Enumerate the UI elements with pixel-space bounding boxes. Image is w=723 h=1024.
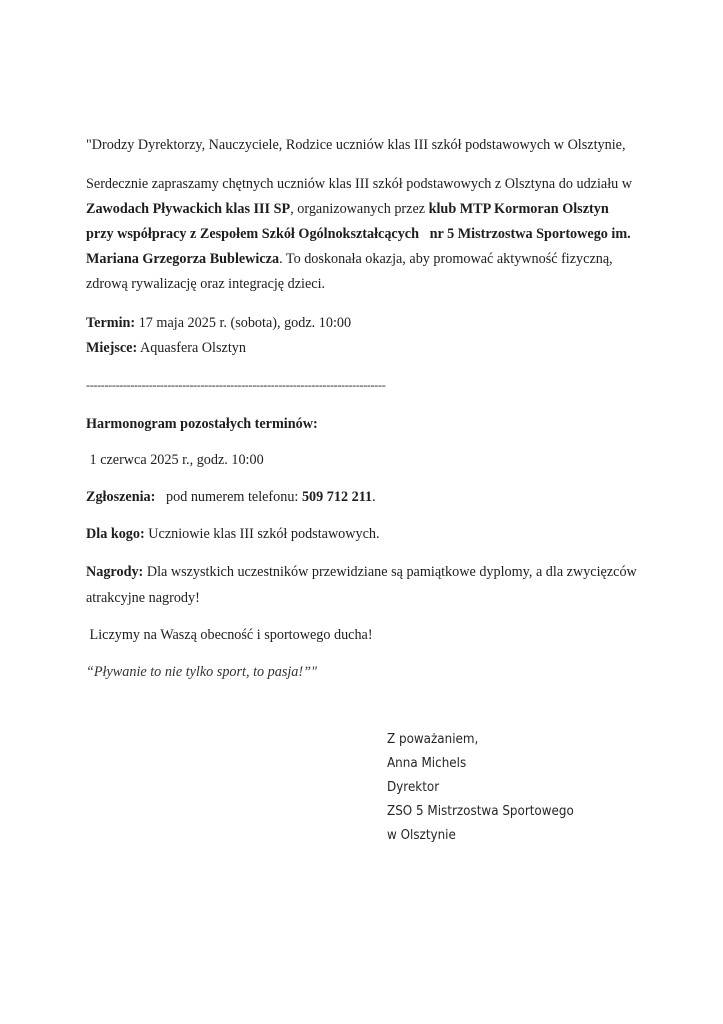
intro-text-2: , organizowanych przez bbox=[290, 201, 429, 217]
registration-phone: 509 712 211 bbox=[301, 489, 373, 505]
patron-name: Mariana Grzegorza Bublewicza bbox=[86, 251, 280, 267]
signature-city bbox=[387, 827, 462, 844]
divider: --------------------------------------------------------------------------------- bbox=[86, 378, 386, 392]
intro-gap bbox=[419, 226, 430, 242]
registration-text: pod numerem telefonu: bbox=[155, 489, 302, 505]
signer-role: Dyrektor bbox=[387, 780, 440, 795]
place-label: Miejsce: bbox=[86, 340, 138, 356]
prizes-value: Dla wszystkich uczestników przewidziane są pamiątkowe dyplomy, a dla zwycięzców bbox=[143, 564, 637, 580]
intro-line-4 bbox=[86, 250, 613, 268]
place-value: Aquasfera Olsztyn bbox=[137, 340, 246, 356]
signer-city: w Olsztynie bbox=[387, 828, 456, 843]
schedule-heading: Harmonogram pozostałych terminów: bbox=[86, 416, 318, 432]
event-name: Zawodach Pływackich klas III SP bbox=[86, 201, 291, 217]
partner-school-number: nr 5 Mistrzostwa Sportowego im. bbox=[429, 226, 631, 242]
salutation-text: Z poważaniem, bbox=[387, 732, 479, 747]
greeting-line bbox=[86, 136, 626, 154]
term-value: 17 maja 2025 r. (sobota), godz. 10:00 bbox=[135, 315, 352, 331]
greeting: "Drodzy Dyrektorzy, Nauczyciele, Rodzice uczniów klas III szkół podstawowych w Olsztynie, bbox=[86, 137, 626, 153]
signature-name bbox=[387, 755, 473, 772]
prizes-label: Nagrody: bbox=[86, 564, 144, 580]
signature-school bbox=[387, 803, 590, 820]
schedule-item: 1 czerwca 2025 r., godz. 10:00 bbox=[86, 452, 264, 468]
audience-value: Uczniowie klas III szkół podstawowych. bbox=[144, 526, 380, 542]
intro-line-2 bbox=[86, 200, 609, 218]
intro-line-3 bbox=[86, 225, 631, 243]
place-line bbox=[86, 339, 246, 357]
intro-line-5 bbox=[86, 275, 325, 293]
term-label: Termin: bbox=[86, 315, 136, 331]
prizes-line-2 bbox=[86, 589, 200, 607]
partner-school: przy współpracy z Zespołem Szkół Ogólnokształcących bbox=[86, 226, 419, 242]
prizes-line-1 bbox=[86, 563, 637, 581]
signer-name: Anna Michels bbox=[387, 756, 467, 771]
audience-label: Dla kogo: bbox=[86, 526, 145, 542]
intro-text-5: zdrową rywalizację oraz integrację dzieci. bbox=[86, 276, 326, 292]
term-line bbox=[86, 314, 351, 332]
signature-role bbox=[387, 779, 444, 796]
registration-label: Zgłoszenia: bbox=[86, 489, 156, 505]
motto: “Pływanie to nie tylko sport, to pasja!”" bbox=[86, 664, 317, 680]
registration-end: . bbox=[372, 489, 376, 505]
signer-school: ZSO 5 Mistrzostwa Sportowego bbox=[387, 804, 574, 819]
intro-text-4: . To doskonała okazja, aby promować aktywność fizyczną, bbox=[279, 251, 613, 267]
prizes-value-2: atrakcyjne nagrody! bbox=[86, 590, 200, 606]
intro-text-1: Serdecznie zapraszamy chętnych uczniów klas III szkół podstawowych z Olsztyna do udziału w bbox=[86, 176, 633, 192]
signature-salutation bbox=[387, 731, 486, 748]
club-name: klub MTP Kormoran Olsztyn bbox=[428, 201, 609, 217]
intro-line-1 bbox=[86, 175, 632, 193]
closing-line: Liczymy na Waszą obecność i sportowego ducha! bbox=[86, 627, 373, 643]
audience-line bbox=[86, 525, 380, 543]
registration-line bbox=[86, 488, 376, 506]
